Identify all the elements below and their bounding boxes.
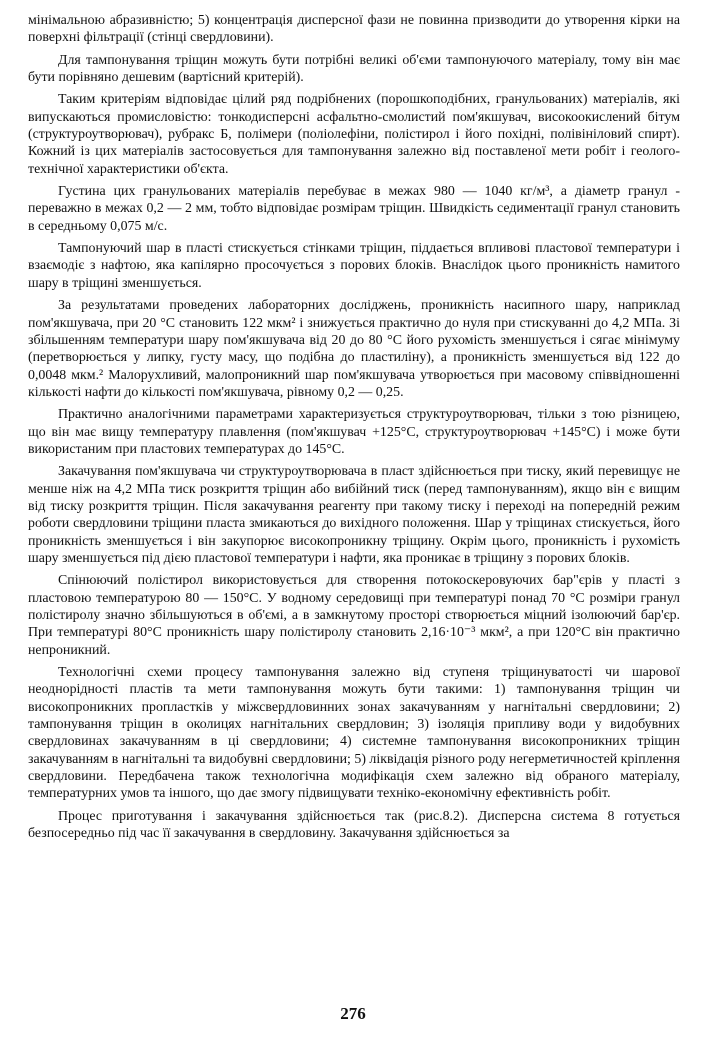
paragraph-8: Закачування пом'якшувача чи структуроутворювача в пласт здійснюється при тиску, який перевищує не менше ніж на 4,2 МПа тиск розкриття тріщин або вибійний тиск (перед тампонуванням), якщо він є вищим від тиску розкриття тріщин. Після закачування реагенту при такому тиску і переході на попередній режим роботи свердловини тріщини пласта змикаються до вихідного положення. Шар у тріщинах стискується, його проникність зменшується і він закупорює високопроникну тріщину. Окрім цього, проникність і рухомість шару зменшується під дією пластової температури і нафти, яка проникає в тріщину з порових блоків. <box>28 464 680 566</box>
paragraph-9: Спінюючий полістирол використовується для створення потокоскеровуючих бар"єрів у пласті з пластовою температурою 80 — 150°С. У водному середовищі при температурі понад 70 °С розміри гранул полістиролу значно збільшуються в об'ємі, а в замкнутому просторі створюється міцний ізолюючий бар'єр. При температурі 80°С проникність шару полістиролу становить 2,16·10⁻³ мкм², а при 120°С він практично непроникний. <box>28 573 680 658</box>
paragraph-10: Технологічні схеми процесу тампонування залежно від ступеня тріщинуватості чи шарової неоднорідності пластів та мети тампонування можуть бути такими: 1) тампонування тріщин чи високопроникних пропластків у міжсвердловинних зонах закачуванням у нагнітальні свердловини; 2) тампонування тріщин в околицях нагнітальних свердловин; 3) ізоляція припливу води у видобувних свердловинах закачуванням в ці свердловини; 4) системне тампонування високопроникних тріщин закачуванням в нагнітальні та видобувні свердловини; 5) ліквідація різного роду негерметичностей кріплення свердловини. Передбачена також технологічна модифікація схем залежно від обраного матеріалу, температурних умов та іншого, що дає змогу підвищувати техніко-економічну ефективність робіт. <box>28 665 681 802</box>
paragraph-11: Процес приготування і закачування здійснюється так (рис.8.2). Дисперсна система 8 готується безпосередньо під час її закачування в свердловину. Закачування здійснюється за <box>28 808 680 842</box>
paragraph-7: Практично аналогічними параметрами характеризується структуроутворювач, тільки з тою різницею, що він має вищу температуру плавлення (пом'якшувач +125°С, структуроутворювач +145°С) і може бути використаним при пластових температурах до 145°С. <box>28 407 680 457</box>
paragraph-5: Тампонуючий шар в пласті стискується стінками тріщин, піддається впливові пластової температури і взаємодіє з нафтою, яка капілярно просочується з порових блоків. Внаслідок цього проникність намитого шару в тріщині зменшується. <box>28 241 680 291</box>
paragraph-4: Густина цих гранульованих матеріалів перебуває в межах 980 — 1040 кг/м³, а діаметр гранул - переважно в межах 0,2 — 2 мм, тобто відповідає розмірам тріщин. Швидкість седиментації гранул становить в середньому 0,075 м/с. <box>28 184 680 234</box>
paragraph-1: мінімальною абразивністю; 5) концентрація дисперсної фази не повинна призводити до утворення кірки на поверхні фільтрації (стінці свердловини). <box>28 13 680 46</box>
page-number: 276 <box>340 1004 366 1023</box>
paragraph-3: Таким критеріям відповідає цілий ряд подрібнених (порошкоподібних, гранульованих) матеріалів, які випускаються промисловістю: тонкодисперсні асфальтно-смолистий пом'якшувач, високоокислений бітум (структуроутворювач), рубракс Б, полімери (поліолефіни, полістирол і його похідні, полівініловий спирт). Кожний із цих матеріалів застосовується для тампонування залежно від поставленої мети робіт і геолого-технічної характеристики об'єкта. <box>28 92 680 177</box>
paragraph-6: За результатами проведених лабораторних досліджень, проникність насипного шару, наприклад пом'якшувача, при 20 °С становить 122 мкм² і знижується практично до нуля при стискуванні до 4,2 МПа. Зі збільшенням температури шару пом'якшувача від 20 до 80 °С його рухомість зменшується і сягає мінімуму (перетворюється у липку, густу масу, що подібна до пластиліну), а проникність зменшується від 122 до 0,0048 мкм.² Малорухливий, малопроникний шар пом'якшувача утворюється при масовому співвідношенні кількості нафти до кількості пом'якшувача, рівному 0,2 — 0,25. <box>28 298 680 400</box>
paragraph-2: Для тампонування тріщин можуть бути потрібні великі об'єми тампонуючого матеріалу, тому він має бути порівняно дешевим (вартісний критерій). <box>28 52 680 86</box>
document-page <box>28 12 680 847</box>
